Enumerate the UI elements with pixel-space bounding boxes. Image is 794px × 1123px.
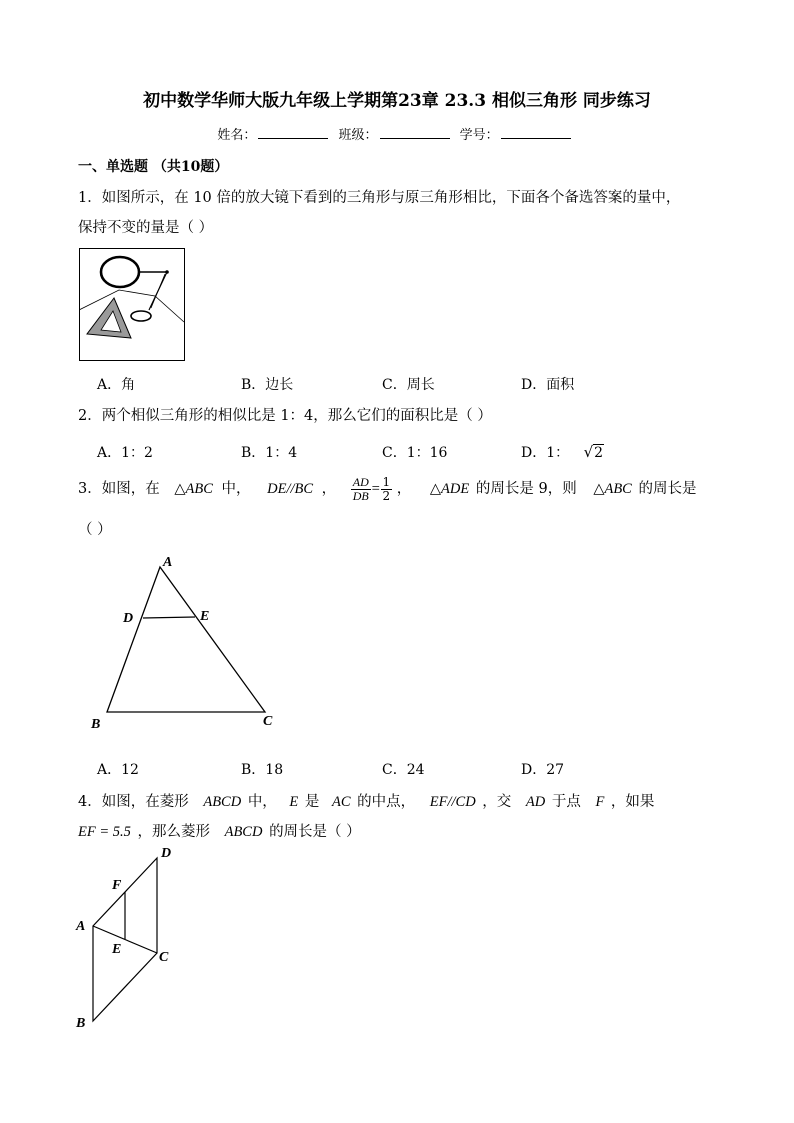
id-blank	[501, 126, 571, 139]
section-title: 一、单选题 （共10题）	[78, 159, 229, 175]
q3-line2: （ ）	[78, 522, 112, 538]
q4-label-e: E	[112, 942, 122, 957]
q4-text-8: ，那么菱形	[137, 824, 210, 840]
q1-option-d: D．面积	[521, 377, 575, 393]
q1-magnifier-figure	[79, 248, 185, 361]
q4-text-6: 于点	[551, 794, 581, 810]
q3-option-d: D．27	[521, 762, 565, 778]
q1-option-a: A．角	[97, 377, 136, 393]
q3-option-c: C．24	[382, 762, 425, 778]
q4-segment-ac: AC	[332, 794, 351, 810]
q4-rhombus-abcd: ABCD	[203, 794, 242, 810]
q4-label-a: A	[76, 919, 86, 934]
class-blank	[380, 126, 450, 139]
q4-line2	[78, 820, 361, 841]
q3-equals: =	[370, 481, 381, 497]
q3-option-a: A．12	[97, 762, 139, 778]
q4-point-e: E	[289, 794, 299, 810]
q2-option-a: A．1：2	[97, 445, 153, 461]
q3-triangle-figure	[85, 550, 285, 735]
q3-label-c: C	[263, 714, 273, 729]
q1-line1: 1．如图所示，在 10 倍的放大镜下看到的三角形与原三角形相比，下面各个备选答案的量中，	[78, 190, 681, 206]
q3-line1	[78, 474, 696, 504]
page-title: 初中数学华师大版九年级上学期第23章 23.3 相似三角形 同步练习	[143, 91, 651, 111]
q4-rhombus-abcd-2: ABCD	[224, 824, 263, 840]
q3-text-2: 中，	[221, 481, 251, 497]
q4-label-c: C	[159, 950, 169, 965]
q1-line2: 保持不变的量是（ ）	[78, 220, 214, 236]
q4-text-5: ，交	[482, 794, 512, 810]
q4-text-4: 的中点，	[357, 794, 416, 810]
q3-text-6: 的周长是	[638, 481, 697, 497]
q4-text-2: 中，	[247, 794, 277, 810]
q4-text-7: ，如果	[610, 794, 655, 810]
q2-option-c: C．1：16	[382, 445, 448, 461]
q4-label-d: D	[161, 846, 172, 861]
sqrt-symbol: √	[583, 443, 594, 461]
q3-fraction-half: $\frac{1}{2}$	[382, 474, 391, 503]
q4-segment-ad: AD	[525, 794, 546, 810]
q3-label-d: D	[123, 611, 134, 626]
student-info-line	[0, 124, 794, 143]
q2-option-d-label: D．1：	[521, 445, 570, 461]
q3-text-1: 3．如图，在	[78, 481, 160, 497]
q3-text-5: 的周长是 9，则	[475, 481, 577, 497]
q4-text-9: 的周长是（ ）	[269, 824, 361, 840]
q4-label-b: B	[76, 1016, 86, 1031]
id-label: 学号：	[459, 128, 499, 143]
q3-triangle-abc: △ABC	[174, 481, 213, 497]
q3-fraction-ad-db: $\frac{AD}{DB}$	[352, 474, 369, 503]
class-label: 班级：	[338, 128, 378, 143]
name-label: 姓名：	[217, 128, 257, 143]
q3-triangle-abc-2: △ABC	[593, 481, 632, 497]
q1-option-b: B．边长	[241, 377, 294, 393]
q4-text-1: 4．如图，在菱形	[78, 794, 189, 810]
q3-label-a: A	[163, 555, 173, 570]
q3-text-3: ，	[321, 481, 337, 497]
q4-text-3: 是	[304, 794, 320, 810]
q3-text-4: ，	[396, 481, 412, 497]
q2-option-b: B．1：4	[241, 445, 298, 461]
q3-parallel: DE//BC	[267, 481, 314, 497]
sqrt-radicand: 2	[594, 445, 604, 461]
q4-ef-length: EF = 5.5	[78, 824, 131, 840]
q3-label-b: B	[91, 717, 101, 732]
q3-triangle-ade: △ADE	[429, 481, 470, 497]
q4-line1	[78, 790, 654, 811]
q3-option-b: B．18	[241, 762, 284, 778]
q1-option-c: C．周长	[382, 377, 435, 393]
q4-rhombus-figure	[72, 843, 182, 1033]
q2-text: 2．两个相似三角形的相似比是 1：4，那么它们的面积比是（ ）	[78, 408, 492, 424]
q4-label-f: F	[112, 878, 122, 893]
name-blank	[258, 126, 328, 139]
q3-label-e: E	[200, 609, 210, 624]
q4-point-f: F	[595, 794, 605, 810]
q2-option-d	[521, 442, 604, 462]
q4-parallel-ef-cd: EF//CD	[429, 794, 476, 810]
